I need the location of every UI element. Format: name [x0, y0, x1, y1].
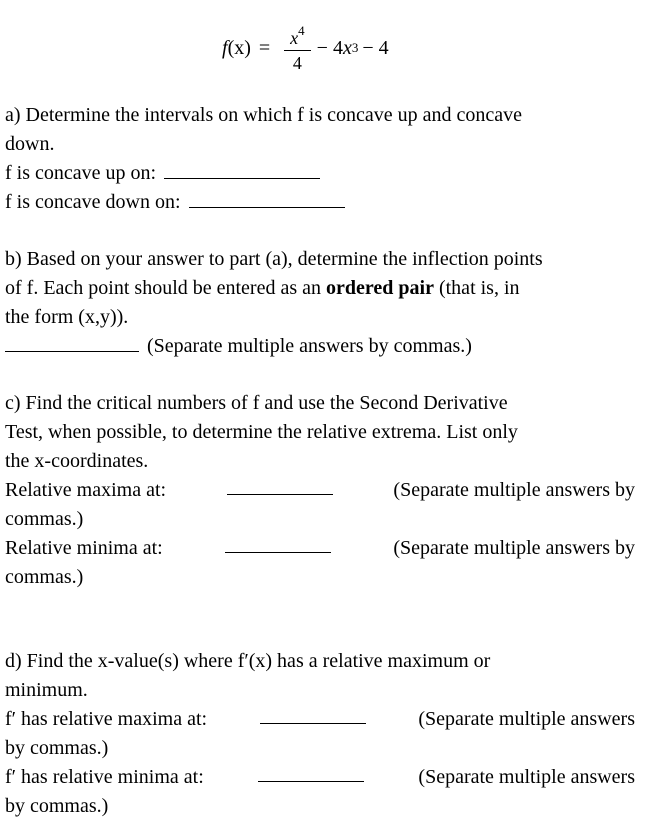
eq-term2-coef: − 4 — [316, 36, 343, 59]
part-b-line2-pre: of f. Each point should be entered as an — [5, 277, 322, 299]
fprime-min-row — [5, 763, 635, 792]
part-b — [5, 245, 635, 361]
rel-min-label: Relative minima at: — [5, 537, 163, 559]
rel-min-input[interactable] — [225, 534, 331, 553]
eq-equals: = — [258, 36, 271, 59]
part-c — [5, 389, 635, 592]
fprime-max-input[interactable] — [260, 705, 366, 724]
rel-min-note: (Separate multiple answers by — [393, 537, 635, 559]
fprime-min-note: (Separate multiple answers — [418, 766, 635, 788]
part-d-line2: minimum. — [5, 679, 88, 701]
inflection-row — [5, 332, 635, 361]
eq-func-name: f — [222, 36, 228, 59]
fprime-max-note: (Separate multiple answers — [418, 708, 635, 730]
rel-max-row — [5, 476, 635, 505]
rel-max-input[interactable] — [227, 476, 333, 495]
function-equation — [222, 18, 389, 78]
concave-down-input[interactable] — [189, 189, 345, 208]
concave-down-label: f is concave down on: — [5, 191, 181, 213]
part-a-line1: a) Determine the intervals on which f is concave up and concave — [5, 104, 523, 126]
concave-down-row — [5, 188, 635, 217]
fprime-max-label: f′ has relative maxima at: — [5, 708, 208, 730]
eq-func-arg: (x) — [227, 36, 251, 59]
fprime-min-input[interactable] — [258, 763, 364, 782]
inflection-note: (Separate multiple answers by commas.) — [147, 335, 472, 357]
fprime-min-note-cont: by commas.) — [5, 795, 109, 817]
part-a-line2: down. — [5, 133, 55, 155]
rel-min-row — [5, 534, 635, 563]
eq-fraction — [284, 24, 311, 72]
eq-term2-exp: 3 — [351, 40, 359, 55]
eq-term3: − 4 — [362, 36, 389, 59]
fprime-min-label: f′ has relative minima at: — [5, 766, 204, 788]
concave-up-row — [5, 159, 635, 188]
part-b-line1: b) Based on your answer to part (a), determine the inflection points — [5, 248, 543, 270]
eq-denominator: 4 — [292, 53, 302, 73]
eq-num-base: x — [290, 28, 299, 48]
eq-term2-base: x — [342, 36, 352, 59]
part-b-line2 — [5, 274, 635, 303]
rel-min-note-cont: commas.) — [5, 566, 84, 588]
part-c-line3: the x-coordinates. — [5, 450, 149, 472]
concave-up-input[interactable] — [164, 160, 320, 179]
rel-max-note-cont: commas.) — [5, 508, 84, 530]
part-d-line1: d) Find the x-value(s) where f′(x) has a relative maximum or — [5, 650, 491, 672]
part-b-line3: the form (x,y)). — [5, 306, 129, 328]
ordered-pair-emphasis: ordered pair — [326, 277, 434, 299]
eq-numerator — [284, 24, 311, 50]
eq-num-exp: 4 — [298, 23, 305, 38]
part-c-line1: c) Find the critical numbers of f and use the Second Derivative — [5, 392, 508, 414]
rel-max-label: Relative maxima at: — [5, 479, 167, 501]
fprime-max-note-cont: by commas.) — [5, 737, 109, 759]
part-a — [5, 101, 635, 217]
part-c-line2: Test, when possible, to determine the relative extrema. List only — [5, 421, 518, 443]
part-d — [5, 647, 635, 821]
inflection-points-input[interactable] — [5, 333, 139, 352]
fprime-max-row — [5, 705, 635, 734]
rel-max-note: (Separate multiple answers by — [393, 479, 635, 501]
concave-up-label: f is concave up on: — [5, 162, 157, 184]
part-b-line2-post: (that is, in — [438, 277, 520, 299]
